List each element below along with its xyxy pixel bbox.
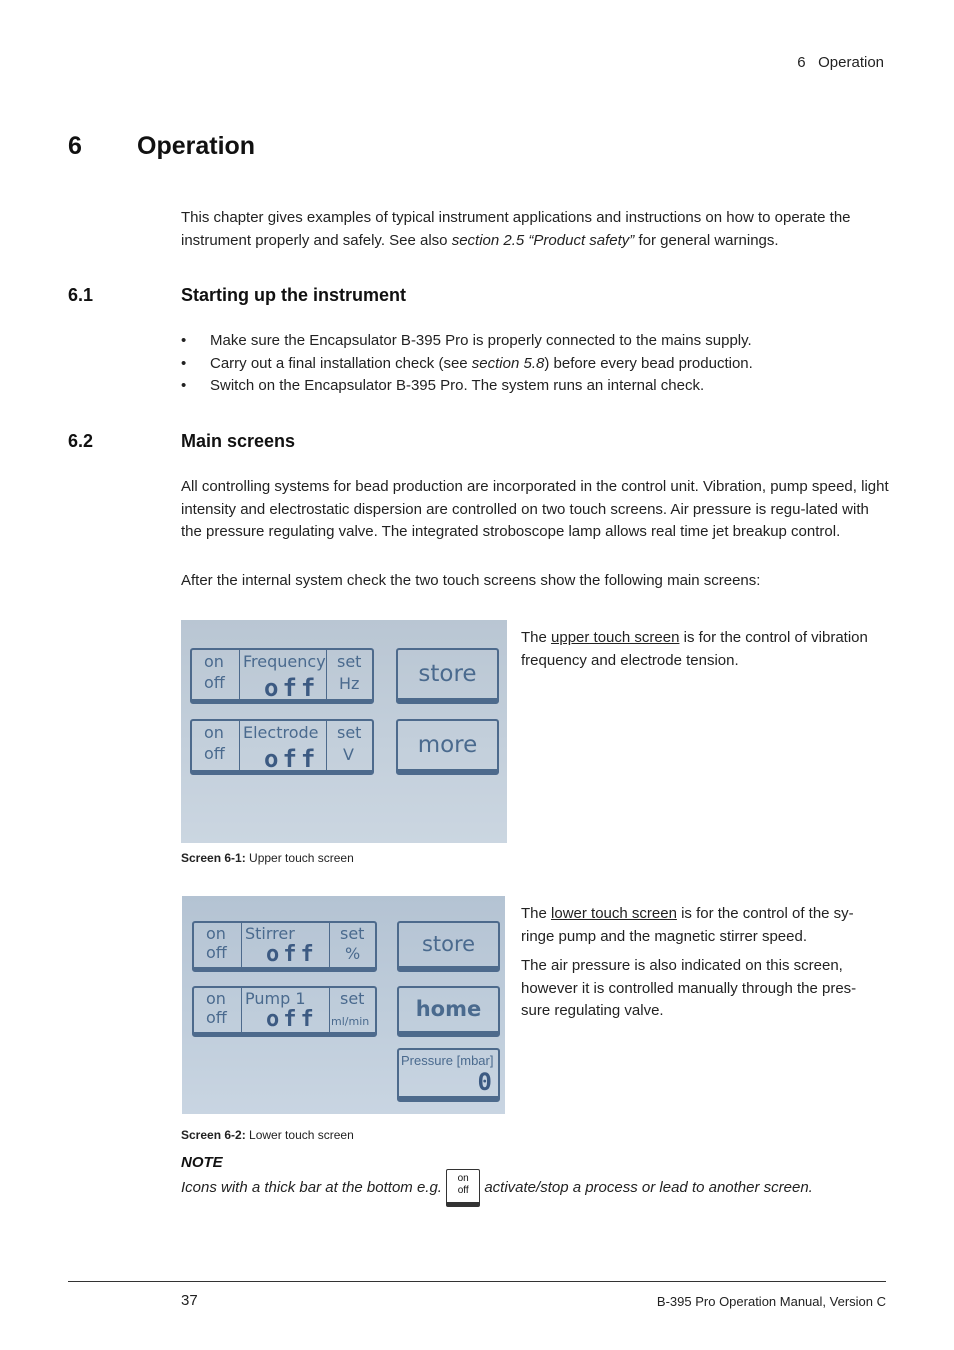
pump-value-cell (242, 988, 330, 1032)
more-button: more (396, 719, 499, 775)
intro-paragraph (181, 207, 886, 252)
pump-label: Pump 1 (245, 989, 306, 1008)
upper-touch-screen-term: upper touch screen (551, 629, 680, 646)
section-6-1-number: 6.1 (68, 285, 94, 305)
lower-desc-text-a: The (521, 905, 552, 922)
off-label: off (204, 673, 225, 692)
icon-off-label: off (457, 1185, 469, 1197)
note-text-2: activate/stop a process or lead to another screen. (484, 1179, 813, 1196)
intro-text-1: This chapter gives examples of typical instrument applications and instructions on how to operate the instrument properly and safely. See also (181, 209, 851, 249)
on-label: on (206, 924, 226, 943)
upper-desc-text-a: The (521, 629, 552, 646)
step-2-text-b: ) before every bead production. (544, 354, 753, 372)
pressure-value: 0 (477, 1068, 492, 1096)
electrode-control (190, 719, 374, 775)
section-6-1-title: Starting up the instrument (181, 285, 406, 305)
stirrer-control (192, 921, 377, 972)
intro-text-2: for general warnings. (634, 231, 779, 249)
list-item (181, 375, 886, 398)
lower-desc-paragraph-2: The air pressure is also indicated on this screen, however it is controlled manually through the pres-sure regulating valve. (521, 957, 857, 1019)
electrode-unit: V (343, 745, 354, 764)
footer-rule (68, 1281, 886, 1282)
on-off-example-icon (446, 1169, 480, 1207)
frequency-label: Frequency (243, 652, 326, 671)
step-3-text: Switch on the Encapsulator B-395 Pro. The system runs an internal check. (210, 377, 705, 394)
electrode-value: off (264, 745, 320, 773)
main-screens-paragraph: All controlling systems for bead production are incorporated in the control unit. Vibration, pump speed, light intensity and electrostatic dispersion are controlled on two touch screens. Air pressure is regu-lated with the pressure regulating valve. The integrated stroboscope lamp allows real time jet breakup control. (181, 478, 889, 540)
electrode-on-off-toggle (192, 721, 240, 770)
pressure-display (397, 1048, 500, 1102)
caption-label: Screen 6-1: (181, 851, 246, 865)
running-header: 6 Operation (797, 54, 884, 71)
on-label: on (204, 723, 224, 742)
upper-screen-description (521, 627, 886, 672)
chapter-title: Operation (137, 132, 256, 160)
frequency-set-cell (327, 650, 372, 699)
set-label: set (340, 924, 365, 943)
screen-6-2-caption (181, 1128, 354, 1142)
on-label: on (204, 652, 224, 671)
chapter-number: 6 (68, 132, 82, 160)
step-2-reference: section 5.8 (471, 354, 545, 372)
main-screens-intro: After the internal system check the two touch screens show the following main screens: (181, 572, 761, 589)
note-text-1: Icons with a thick bar at the bottom e.g. (181, 1179, 442, 1196)
set-label: set (337, 652, 362, 671)
stirrer-value: off (266, 942, 318, 967)
frequency-control (190, 648, 374, 704)
lower-desc-text-b: is for the control of the sy-ringe pump and the magnetic stirrer speed. (521, 905, 854, 945)
page-number: 37 (181, 1292, 198, 1309)
pump-control (192, 986, 377, 1037)
list-item (181, 353, 886, 376)
lower-touch-screen-term: lower touch screen (551, 905, 677, 922)
set-label: set (340, 989, 365, 1008)
note-title: NOTE (181, 1154, 223, 1171)
off-label: off (204, 744, 225, 763)
pump-set-cell (330, 988, 375, 1032)
caption-text: Upper touch screen (245, 851, 354, 865)
caption-label: Screen 6-2: (181, 1128, 246, 1142)
stirrer-value-cell (242, 923, 330, 967)
pressure-label: Pressure [mbar] (401, 1053, 494, 1068)
lower-touch-screen-image (182, 896, 505, 1114)
step-2-text-a: Carry out a final installation check (see (210, 354, 472, 372)
electrode-label: Electrode (243, 723, 319, 742)
footer-document-title: B-395 Pro Operation Manual, Version C (656, 1294, 886, 1309)
pump-on-off-toggle (194, 988, 242, 1032)
store-button: store (397, 921, 500, 972)
on-label: on (206, 989, 226, 1008)
section-6-2-number: 6.2 (68, 431, 94, 451)
stirrer-on-off-toggle (194, 923, 242, 967)
pump-value: off (266, 1007, 318, 1032)
store-button: store (396, 648, 499, 704)
home-button: home (397, 986, 500, 1037)
list-item (181, 330, 886, 353)
intro-reference: section 2.5 “Product safety” (451, 231, 635, 249)
screen-6-1-caption (181, 851, 354, 865)
frequency-value: off (264, 674, 320, 702)
caption-text: Lower touch screen (245, 1128, 354, 1142)
lower-desc-paragraph-1 (521, 903, 873, 948)
startup-steps-list (181, 330, 886, 398)
pump-unit: ml/min (331, 1015, 370, 1028)
frequency-value-cell (240, 650, 327, 702)
upper-desc-text-b: is for the control of vibration frequency and electrode tension. (521, 629, 868, 669)
off-label: off (206, 943, 227, 962)
stirrer-set-cell (330, 923, 375, 967)
frequency-unit: Hz (339, 674, 360, 693)
upper-touch-screen-image (181, 620, 507, 843)
electrode-value-cell (240, 721, 327, 773)
off-label: off (206, 1008, 227, 1027)
icon-on-label: on (457, 1173, 469, 1185)
stirrer-label: Stirrer (245, 924, 295, 943)
electrode-set-cell (327, 721, 372, 770)
stirrer-unit: % (345, 944, 361, 963)
section-6-2-title: Main screens (181, 431, 296, 451)
note-body (181, 1168, 886, 1208)
frequency-on-off-toggle (192, 650, 240, 699)
set-label: set (337, 723, 362, 742)
lower-screen-description (521, 903, 873, 1023)
step-1-text: Make sure the Encapsulator B-395 Pro is properly connected to the mains supply. (210, 332, 752, 349)
